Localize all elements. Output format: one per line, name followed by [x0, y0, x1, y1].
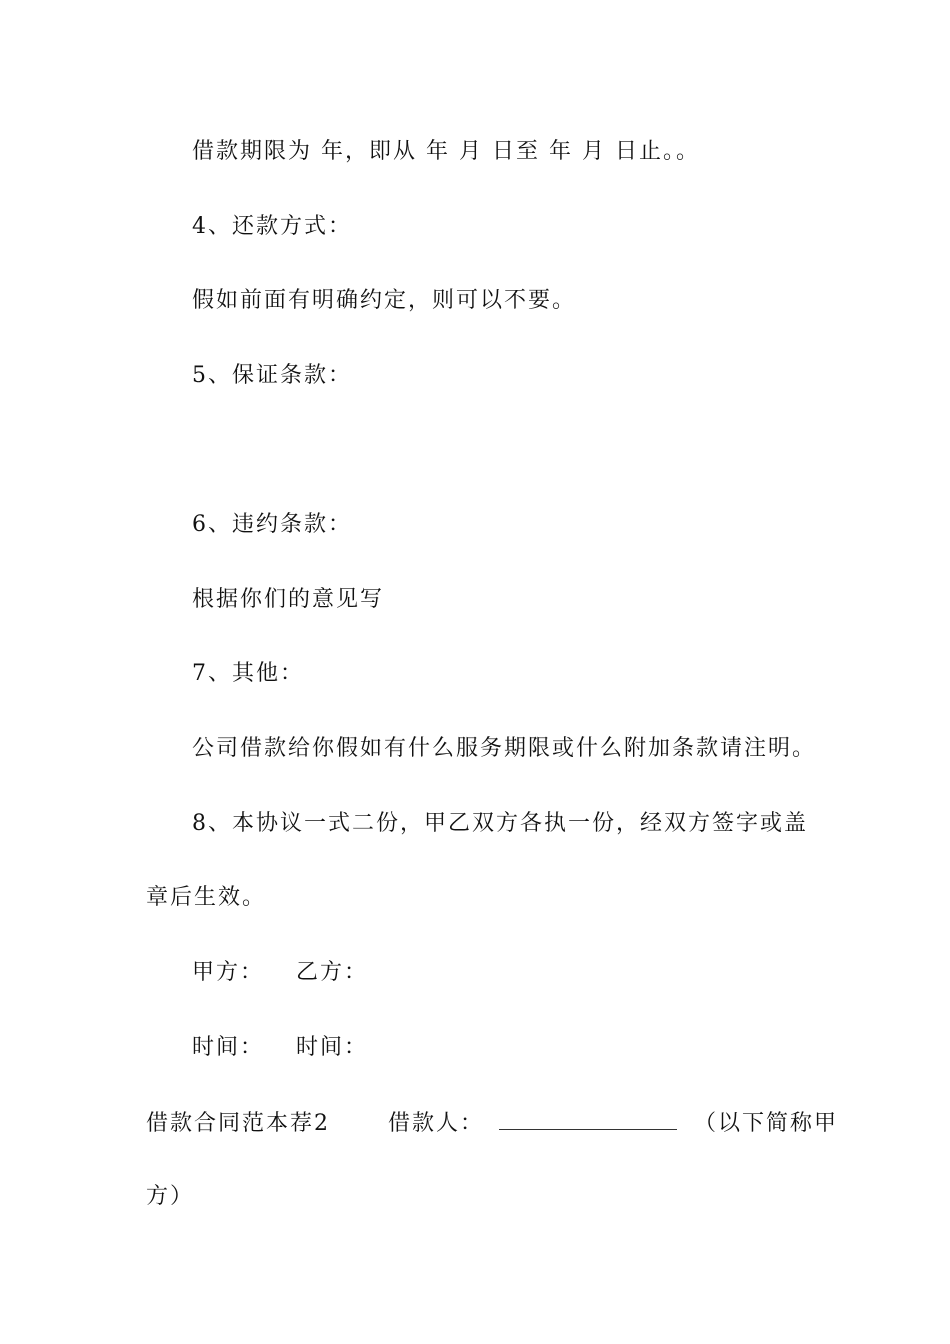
next-contract-title: 借款合同范本荐2: [146, 1111, 330, 1136]
guarantee-heading: 5、保证条款：: [192, 363, 352, 388]
borrower-label: 借款人：: [388, 1111, 485, 1136]
signature-time-line: [192, 1033, 368, 1063]
party-b-label: 乙方：: [296, 960, 369, 985]
copies-clause-line2: 章后生效。: [146, 885, 267, 910]
repayment-note: 假如前面有明确约定，则可以不要。: [192, 288, 577, 313]
party-a-label: 甲方：: [192, 960, 265, 985]
time-b-label: 时间：: [296, 1035, 369, 1060]
borrower-suffix: （以下简称甲: [694, 1111, 839, 1136]
breach-heading: 6、违约条款：: [192, 512, 352, 537]
next-contract-line: [146, 1107, 838, 1139]
borrower-name-blank: [499, 1107, 677, 1130]
other-heading: 7、其他：: [192, 661, 304, 686]
copies-clause-line1: 8、本协议一式二份，甲乙双方各执一份，经双方签字或盖: [192, 811, 808, 836]
breach-note: 根据你们的意见写: [192, 587, 385, 612]
borrower-suffix-continuation: 方）: [146, 1184, 195, 1209]
time-a-label: 时间：: [192, 1035, 265, 1060]
loan-term-line: 借款期限为 年，即从 年 月 日至 年 月 日止。。: [192, 139, 700, 164]
repayment-heading: 4、还款方式：: [192, 214, 352, 239]
signature-parties-line: [192, 958, 368, 988]
other-note: 公司借款给你假如有什么服务期限或什么附加条款请注明。: [192, 736, 817, 761]
